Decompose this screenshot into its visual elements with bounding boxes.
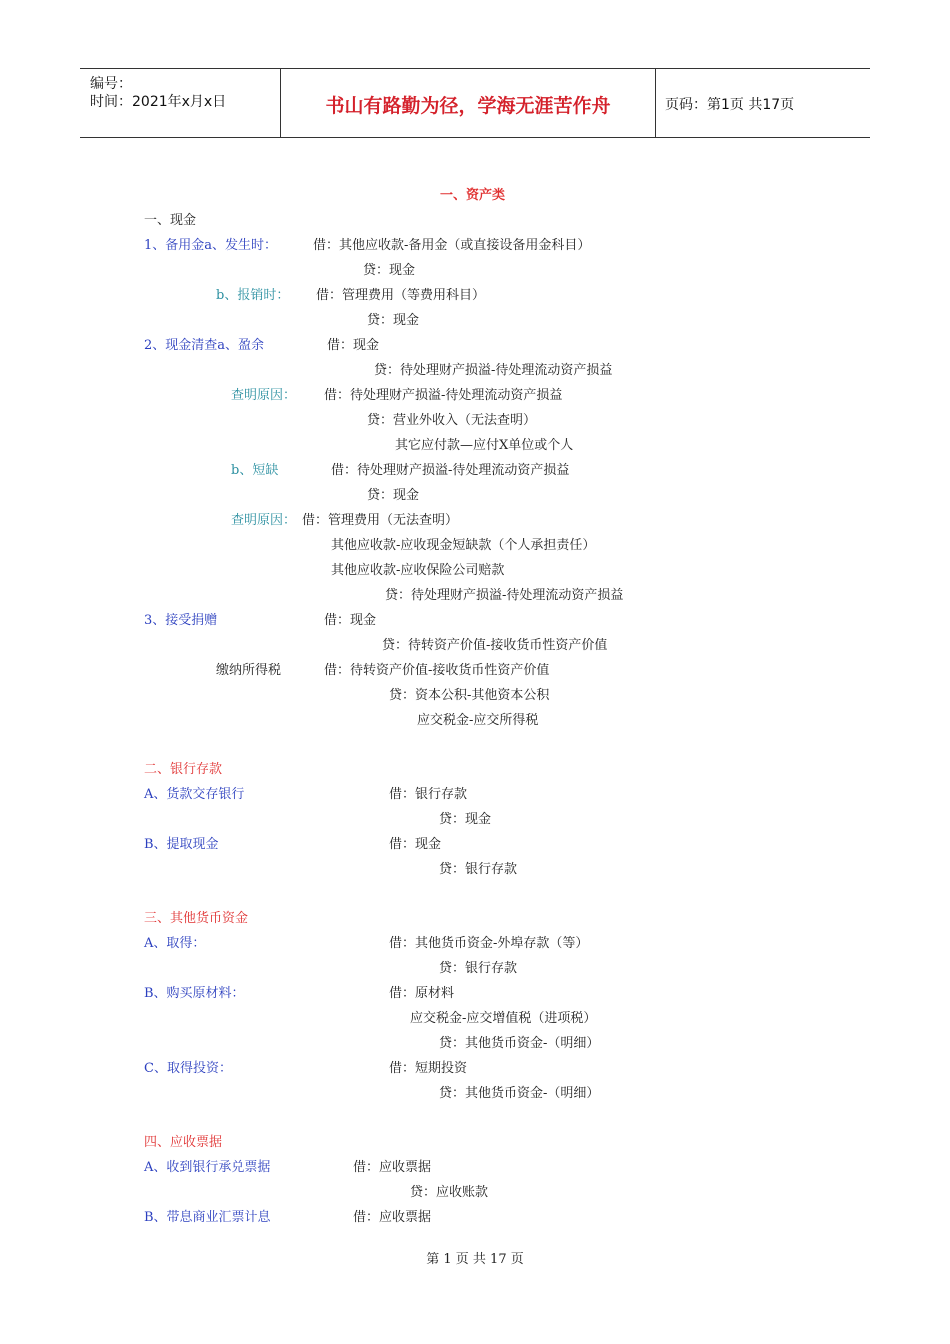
cash-heading: 一、现金 — [144, 213, 197, 228]
page-header — [80, 68, 870, 138]
notes-b-debit: 借：应收票据 — [353, 1210, 432, 1225]
other-funds-heading: 三、其他货币资金 — [144, 911, 249, 926]
income-tax-label: 缴纳所得税 — [216, 663, 282, 678]
header-left-cell — [80, 69, 280, 137]
shortage-reason-debit-1: 借：管理费用（无法查明） — [302, 513, 459, 528]
other-funds-b-label: B、购买原材料： — [144, 986, 245, 1001]
petty-cash-debit: 借：其他应收款-备用金（或直接设备用金科目） — [313, 238, 591, 253]
other-funds-a-label: A、取得： — [144, 936, 206, 951]
reimburse-debit: 借：管理费用（等费用科目） — [316, 288, 486, 303]
other-funds-c-debit: 借：短期投资 — [389, 1061, 468, 1076]
other-funds-b-debit-2: 应交税金-应交增值税（进项税） — [410, 1011, 597, 1026]
notes-a-debit: 借：应收票据 — [353, 1160, 432, 1175]
reimburse-credit: 贷：现金 — [367, 313, 420, 328]
other-funds-a-debit: 借：其他货币资金-外埠存款（等） — [389, 936, 589, 951]
cash-count-label: 2、现金清查a、盈余 — [144, 338, 265, 353]
donation-debit: 借：现金 — [324, 613, 377, 628]
shortage-credit: 贷：现金 — [367, 488, 420, 503]
donation-credit: 贷：待转资产价值-接收货币性资产价值 — [382, 638, 608, 653]
other-funds-a-credit: 贷：银行存款 — [439, 961, 518, 976]
bank-a-debit: 借：银行存款 — [389, 787, 468, 802]
other-funds-c-credit: 贷：其他货币资金-（明细） — [439, 1086, 600, 1101]
shortage-label: b、短缺 — [231, 463, 279, 478]
petty-cash-credit: 贷：现金 — [363, 263, 416, 278]
other-funds-b-credit: 贷：其他货币资金-（明细） — [439, 1036, 600, 1051]
header-right-cell — [655, 69, 870, 137]
reimburse-label: b、报销时： — [216, 288, 290, 303]
notes-b-label: B、带息商业汇票计息 — [144, 1210, 271, 1225]
bank-b-label: B、提取现金 — [144, 837, 219, 852]
shortage-debit: 借：待处理财产损溢-待处理流动资产损益 — [331, 463, 570, 478]
page-label: 页码：第1页 共17页 — [665, 97, 795, 113]
surplus-reason-debit: 借：待处理财产损溢-待处理流动资产损益 — [324, 388, 563, 403]
cash-count-debit: 借：现金 — [327, 338, 380, 353]
surplus-reason-credit-1: 贷：营业外收入（无法查明） — [367, 413, 537, 428]
shortage-reason-credit: 贷：待处理财产损溢-待处理流动资产损益 — [385, 588, 624, 603]
income-tax-credit-1: 贷：资本公积-其他资本公积 — [389, 688, 550, 703]
notes-a-label: A、收到银行承兑票据 — [144, 1160, 271, 1175]
serial-label: 编号： — [90, 76, 132, 92]
surplus-reason-label: 查明原因： — [231, 388, 297, 403]
bank-a-credit: 贷：现金 — [439, 812, 492, 827]
cash-count-credit: 贷：待处理财产损溢-待处理流动资产损益 — [374, 363, 613, 378]
shortage-reason-debit-3: 其他应收款-应收保险公司赔款 — [331, 563, 505, 578]
income-tax-debit: 借：待转资产价值-接收货币性资产价值 — [324, 663, 550, 678]
bank-b-debit: 借：现金 — [389, 837, 442, 852]
header-center-cell — [280, 69, 656, 137]
other-funds-b-debit-1: 借：原材料 — [389, 986, 455, 1001]
other-funds-c-label: C、取得投资： — [144, 1061, 232, 1076]
bank-a-label: A、货款交存银行 — [144, 787, 245, 802]
page-footer: 第 1 页 共 17 页 — [426, 1252, 524, 1267]
bank-heading: 二、银行存款 — [144, 762, 223, 777]
surplus-reason-credit-2: 其它应付款—应付X单位或个人 — [395, 438, 574, 453]
shortage-reason-label: 查明原因： — [231, 513, 297, 528]
motto: 书山有路勤为径，学海无涯苦作舟 — [325, 95, 611, 117]
donation-label: 3、接受捐赠 — [144, 613, 218, 628]
time-label: 时间：2021年x月x日 — [90, 94, 227, 110]
section-title: 一、资产类 — [440, 188, 506, 203]
notes-a-credit: 贷：应收账款 — [410, 1185, 489, 1200]
bank-b-credit: 贷：银行存款 — [439, 862, 518, 877]
shortage-reason-debit-2: 其他应收款-应收现金短缺款（个人承担责任） — [331, 538, 596, 553]
petty-cash-label: 1、备用金a、发生时： — [144, 238, 278, 253]
income-tax-credit-2: 应交税金-应交所得税 — [417, 713, 539, 728]
notes-heading: 四、应收票据 — [144, 1135, 223, 1150]
